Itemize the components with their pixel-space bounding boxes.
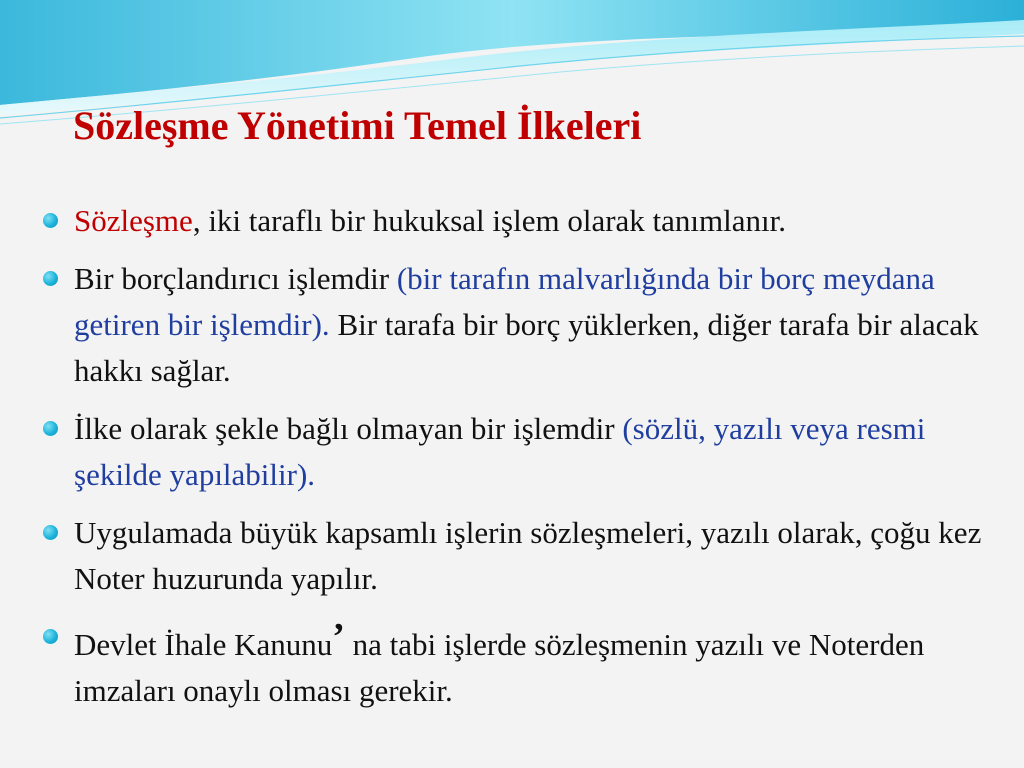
- bullet-text: , iki taraflı bir hukuksal işlem olarak tanımlanır.: [192, 203, 786, 238]
- bullet-item: [36, 406, 1011, 498]
- bullet-text: Bir borçlandırıcı işlemdir: [74, 261, 397, 296]
- bullet-list: [36, 198, 1011, 726]
- bullet-text-continued: Bir tarafa bir borç yüklerken, diğer tarafa bir alacak hakkı sağlar.: [74, 307, 979, 388]
- bullet-item: [36, 198, 1011, 244]
- bullet-item: [36, 614, 1011, 714]
- bullet-dot-icon: [43, 213, 58, 228]
- bullet-parenthetical: (bir tarafın malvarlığında bir borç meydana getiren bir işlemdir).: [74, 261, 935, 342]
- bullet-text: İlke olarak şekle bağlı olmayan bir işlemdir: [74, 411, 623, 446]
- bullet-dot-icon: [43, 525, 58, 540]
- bullet-parenthetical: (sözlü, yazılı veya resmi şekilde yapılabilir).: [74, 411, 926, 492]
- slide-title: Sözleşme Yönetimi Temel İlkeleri: [73, 103, 642, 148]
- bullet-text-continued: na tabi işlerde sözleşmenin yazılı ve Noterden imzaları onaylı olması gerekir.: [74, 627, 925, 708]
- bullet-text: Devlet İhale Kanunu: [74, 627, 333, 662]
- bullet-dot-icon: [43, 629, 58, 644]
- bullet-dot-icon: [43, 421, 58, 436]
- bullet-dot-icon: [43, 271, 58, 286]
- bullet-item: [36, 510, 1011, 602]
- bullet-text: Uygulamada büyük kapsamlı işlerin sözleşmeleri, yazılı olarak, çoğu kez Noter huzurunda yapılır.: [74, 515, 982, 596]
- bullet-apostrophe: ’: [332, 616, 345, 658]
- bullet-highlight: Sözleşme: [74, 203, 193, 238]
- bullet-item: [36, 256, 1011, 394]
